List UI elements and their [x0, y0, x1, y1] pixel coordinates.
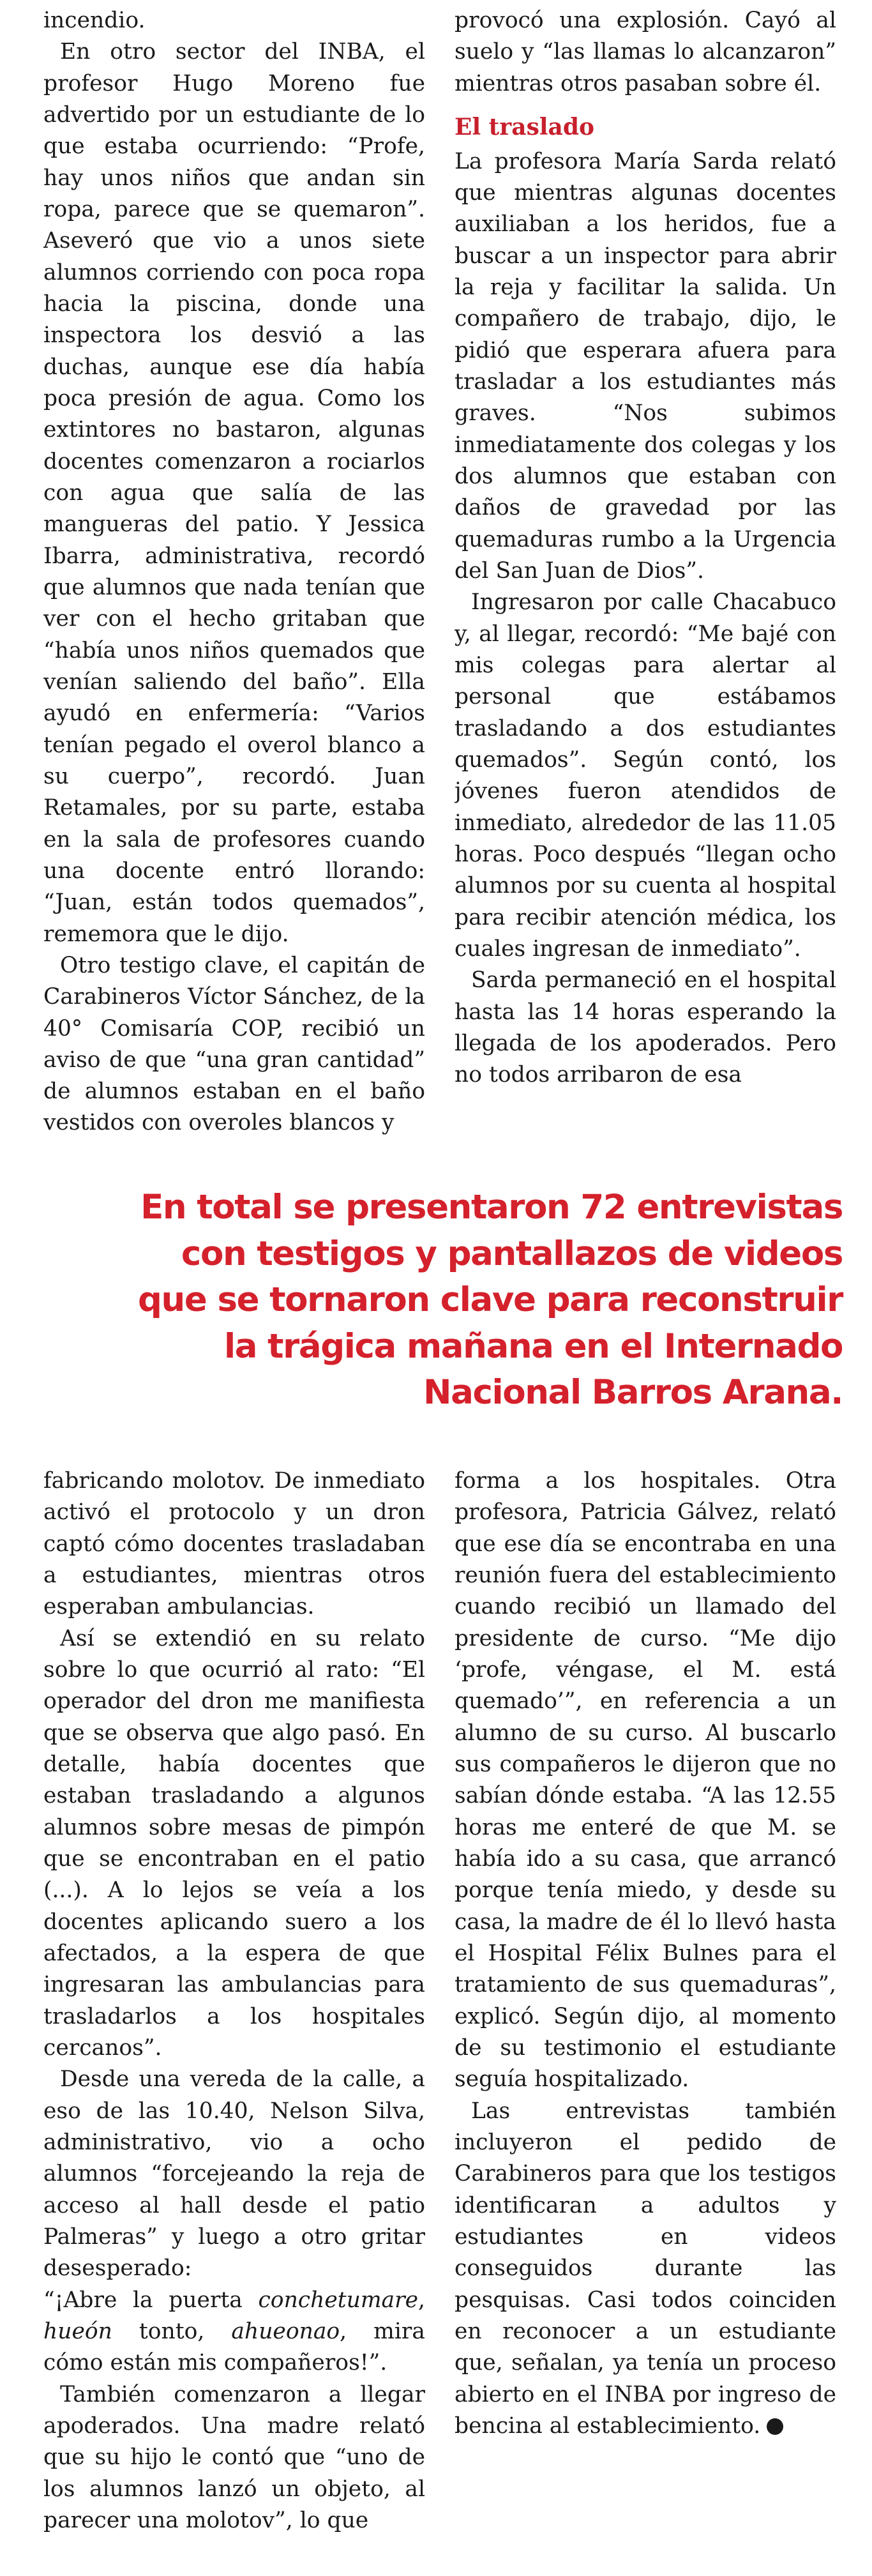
quote-italic: conchetumare	[258, 2287, 419, 2313]
paragraph: incendio.	[43, 8, 146, 33]
lower-columns	[43, 1466, 836, 2564]
paragraph: En otro sector del INBA, el profesor Hugo Moreno fue advertido por un estudiante de lo que estaba ocurriendo: “Profe, hay unos niños que andan sin ropa, parece que se quemaron”. Aseveró que vio a unos siete alumnos corriendo con poca ropa hacia la piscina, donde una inspectora los desvió a las duchas, aunque ese día había poca presión de agua. Como los extintores no bastaron, algunas docentes comenzaron a rociarlos con agua que salía de las mangueras del patio. Y Jessica Ibarra, administrativa, recordó que alumnos que nada tenían que ver con el hecho gritaban que “había unos niños quemados que venían saliendo del baño”. Ella ayudó en enfermería: “Varios tenían pegado el overol blanco a su cuerpo”, recordó. Juan Retamales, por su parte, estaba en la sala de profesores cuando una docente entró llorando: “Juan, están todos quemados”, rememora que le dijo.	[43, 39, 425, 947]
paragraph: forma a los hospitales. Otra profesora, Patricia Gálvez, relató que ese día se encontraba en una reunión fuera del establecimiento cuando recibió un llamado del presidente de curso. “Me dijo ‘profe, véngase, el M. está quemado’”, en referencia a un alumno de su curso. Al buscarlo sus compañeros le dijeron que no sabían dónde estaba. “A las 12.55 horas me enteré de que M. se había ido a su casa, que arrancó porque tenía miedo, y desde su casa, la madre de él lo llevó hasta el Hospital Félix Bulnes para el tratamiento de sus quemaduras”, explicó. Según dijo, al momento de su testimonio el estudiante seguía hospitalizado.	[455, 1468, 836, 2093]
quote-text: tonto,	[112, 2318, 232, 2344]
column-1	[43, 5, 425, 1148]
column-3	[43, 1466, 425, 2564]
paragraph: Así se extendió en su relato sobre lo que ocurrió al rato: “El operador del dron me manifiesta que se observa que algo pasó. En detalle, había docentes que estaban trasladando a algunos alumnos sobre mesas de pimpón que se encontraban en el patio (...). A lo lejos se veía a los docentes aplicando suero a los afectados, a la espera de que ingresaran las ambulancias para trasladarlos a los hospitales cercanos”.	[43, 1625, 425, 2061]
end-of-article-icon	[767, 2418, 783, 2435]
quote-text: ,	[418, 2287, 425, 2313]
quote-italic: hueón	[43, 2318, 112, 2344]
quote-text: “¡Abre la puerta	[43, 2287, 259, 2313]
paragraph-text: Las entrevistas también incluyeron el pedido de Carabineros para que los testigos identificaran a adultos y estudiantes en videos conseguidos durante las pesquisas. Casi todos coinciden en reconocer a un estudiante que, señalan, ya tenía un proceso abierto en el INBA por ingreso de bencina al establecimiento.	[455, 2098, 836, 2439]
upper-columns	[43, 5, 836, 1148]
quote-italic: ahueonao	[231, 2318, 340, 2344]
quoted-shout	[43, 2285, 425, 2379]
column-2	[455, 5, 836, 1148]
column-4	[455, 1466, 836, 2564]
paragraph: Otro testigo clave, el capitán de Carabineros Víctor Sánchez, de la 40° Comisaría COP, recibió un aviso de que “una gran cantidad” de alumnos estaban en el baño vestidos con overoles blancos y	[43, 952, 425, 1136]
paragraph: Sarda permaneció en el hospital hasta las 14 horas esperando la llegada de los apoderados. Pero no todos arribaron de esa	[455, 967, 836, 1088]
section-subhead: El traslado	[455, 113, 595, 140]
quote-text: , mira cómo están mis compañeros!”.	[43, 2318, 425, 2376]
paragraph: La profesora María Sarda relató que mientras algunas docentes auxiliaban a los heridos, fue a buscar a un inspector para abrir la reja y facilitar la salida. Un compañero de trabajo, dijo, le pidió que esperara afuera para trasladar a los estudiantes más graves. “Nos subimos inmediatamente dos colegas y los dos alumnos que estaban con daños de gravedad por las quemaduras rumbo a la Urgencia del San Juan de Dios”.	[455, 148, 836, 584]
paragraph: Ingresaron por calle Chacabuco y, al llegar, recordó: “Me bajé con mis colegas para alertar al personal que estábamos trasladando a dos estudiantes quemados”. Según contó, los jóvenes fueron atendidos de inmediato, alrededor de las 11.05 horas. Poco después “llegan ocho alumnos por su cuenta al hospital para recibir atención médica, los cuales ingresan de inmediato”.	[455, 589, 836, 962]
paragraph: Desde una vereda de la calle, a eso de las 10.40, Nelson Silva, administrativo, vio a ocho alumnos “forcejeando la reja de acceso al hall desde el patio Palmeras” y luego a otro gritar desesperado:	[43, 2066, 425, 2282]
pull-quote: En total se presentaron 72 entrevistas con testigos y pantallazos de videos que se tornaron clave para reconstruir la trágica mañana en el Internado Nacional Barros Arana.	[138, 1188, 843, 1413]
paragraph: provocó una explosión. Cayó al suelo y “las llamas lo alcanzaron” mientras otros pasaban sobre él.	[455, 8, 836, 96]
paragraph: fabricando molotov. De inmediato activó el protocolo y un dron captó cómo docentes trasladaban a estudiantes, mientras otros esperaban ambulancias.	[43, 1468, 425, 1620]
paragraph	[455, 2096, 836, 2443]
paragraph: También comenzaron a llegar apoderados. Una madre relató que su hijo le contó que “uno de los alumnos lanzó un objeto, al parecer una molotov”, lo que	[43, 2381, 425, 2533]
